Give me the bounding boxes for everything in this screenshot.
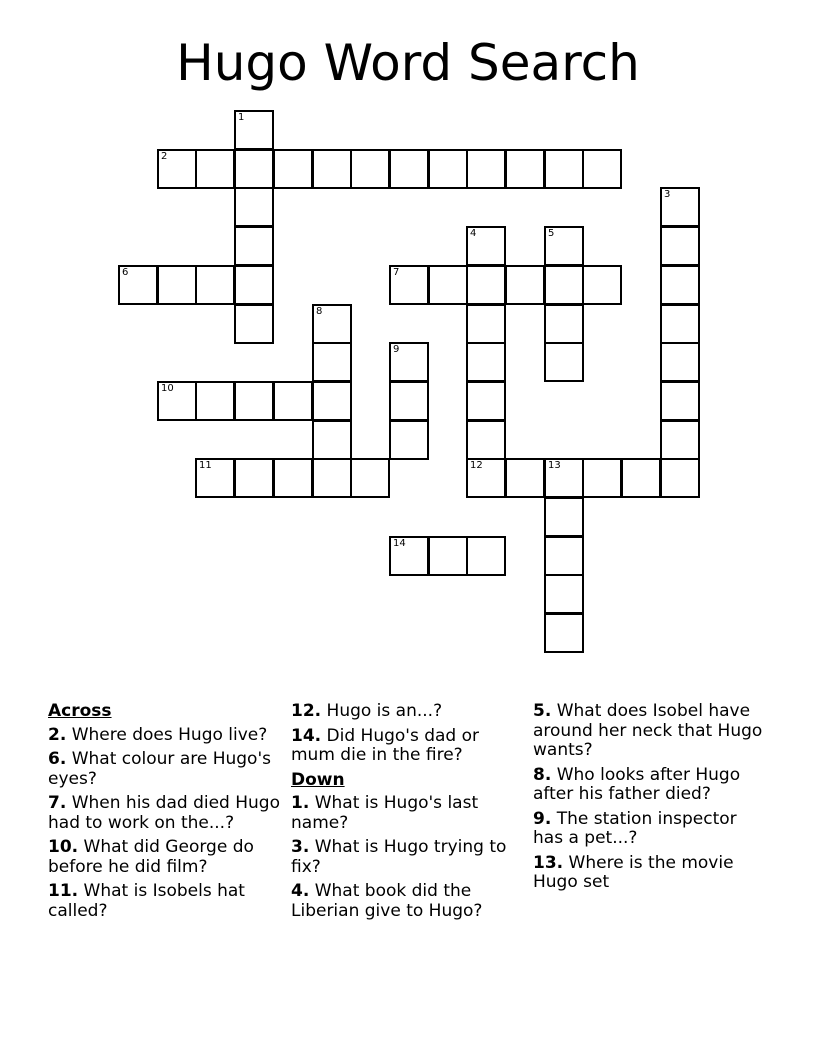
crossword-cell[interactable]	[389, 536, 429, 576]
clue-number: 11	[199, 460, 212, 471]
crossword-cell[interactable]	[582, 458, 622, 498]
crossword-cell[interactable]	[466, 458, 506, 498]
crossword-cell[interactable]	[118, 265, 158, 305]
clues-column-1	[48, 702, 280, 926]
crossword-cell[interactable]	[195, 149, 235, 189]
clue-down-9: 9. The station inspector has a pet...?	[533, 808, 737, 848]
crossword-cell[interactable]	[544, 458, 584, 498]
crossword-cell[interactable]	[234, 110, 274, 150]
across-heading: Across	[48, 701, 112, 721]
crossword-cell[interactable]	[544, 265, 584, 305]
clue-number: 1	[238, 112, 245, 123]
crossword-cell[interactable]	[505, 149, 545, 189]
crossword-cell[interactable]	[234, 149, 274, 189]
crossword-cell[interactable]	[544, 342, 584, 382]
crossword-cell[interactable]	[660, 458, 700, 498]
crossword-cell[interactable]	[312, 149, 352, 189]
crossword-cell[interactable]	[660, 304, 700, 344]
crossword-cell[interactable]	[312, 342, 352, 382]
crossword-cell[interactable]	[582, 149, 622, 189]
crossword-cell[interactable]	[312, 381, 352, 421]
crossword-cell[interactable]	[312, 420, 352, 460]
crossword-cell[interactable]	[466, 381, 506, 421]
clue-down-4: 4. What book did the Liberian give to Hugo?	[291, 881, 483, 921]
crossword-cell[interactable]	[544, 304, 584, 344]
clue-number: 5	[548, 228, 555, 239]
clue-number: 14	[393, 538, 406, 549]
crossword-cell[interactable]	[350, 149, 390, 189]
crossword-cell[interactable]	[582, 265, 622, 305]
page-title: Hugo Word Search	[176, 34, 640, 92]
crossword-cell[interactable]	[234, 458, 274, 498]
clue-number: 10	[161, 383, 174, 394]
clues-column-2	[291, 702, 523, 926]
crossword-cell[interactable]	[157, 149, 197, 189]
crossword-cell[interactable]	[466, 420, 506, 460]
crossword-cell[interactable]	[621, 458, 661, 498]
crossword-cell[interactable]	[312, 458, 352, 498]
crossword-cell[interactable]	[466, 149, 506, 189]
crossword-cell[interactable]	[660, 420, 700, 460]
clue-number: 6	[122, 267, 129, 278]
crossword-cell[interactable]	[195, 265, 235, 305]
clue-down-5: 5. What does Isobel have around her neck that Hugo wants?	[533, 701, 763, 760]
clue-number: 4	[470, 228, 477, 239]
crossword-cell[interactable]	[466, 342, 506, 382]
crossword-cell[interactable]	[660, 381, 700, 421]
crossword-cell[interactable]	[389, 265, 429, 305]
crossword-cell[interactable]	[389, 420, 429, 460]
clue-number: 7	[393, 267, 400, 278]
clue-down-8: 8. Who looks after Hugo after his father died?	[533, 764, 741, 804]
crossword-cell[interactable]	[660, 187, 700, 227]
clue-number: 9	[393, 344, 400, 355]
crossword-cell[interactable]	[389, 149, 429, 189]
crossword-cell[interactable]	[505, 458, 545, 498]
clue-number: 13	[548, 460, 561, 471]
clue-down-13: 13. Where is the movie Hugo set	[533, 852, 734, 892]
crossword-cell[interactable]	[195, 458, 235, 498]
crossword-cell[interactable]	[157, 265, 197, 305]
clue-number: 8	[316, 306, 323, 317]
clue-number: 2	[161, 151, 168, 162]
down-heading: Down	[291, 769, 345, 790]
crossword-cell[interactable]	[273, 381, 313, 421]
clue-across-11: 11. What is Isobels hat called?	[48, 881, 245, 921]
crossword-cell[interactable]	[466, 265, 506, 305]
clue-across-2: 2. Where does Hugo live?	[48, 724, 268, 745]
clue-across-10: 10. What did George do before he did film?	[48, 837, 254, 877]
clue-number: 3	[664, 189, 671, 200]
crossword-cell[interactable]	[428, 149, 468, 189]
clues-column-3	[533, 702, 765, 898]
crossword-cell[interactable]	[660, 342, 700, 382]
crossword-cell[interactable]	[505, 265, 545, 305]
crossword-cell[interactable]	[234, 187, 274, 227]
clue-across-7: 7. When his dad died Hugo had to work on the...?	[48, 793, 281, 833]
crossword-cell[interactable]	[273, 149, 313, 189]
crossword-cell[interactable]	[234, 304, 274, 344]
clue-across-6: 6. What colour are Hugo's eyes?	[48, 749, 271, 789]
crossword-cell[interactable]	[157, 381, 197, 421]
clue-number: 12	[470, 460, 483, 471]
crossword-cell[interactable]	[544, 613, 584, 653]
clue-across-14: 14. Did Hugo's dad or mum die in the fire?	[291, 725, 480, 765]
clue-down-1: 1. What is Hugo's last name?	[291, 793, 479, 833]
clue-down-3: 3. What is Hugo trying to fix?	[291, 837, 507, 877]
crossword-cell[interactable]	[544, 226, 584, 266]
crossword-cell[interactable]	[389, 342, 429, 382]
crossword-cell[interactable]	[350, 458, 390, 498]
crossword-cell[interactable]	[389, 381, 429, 421]
crossword-cell[interactable]	[234, 265, 274, 305]
crossword-cell[interactable]	[312, 304, 352, 344]
crossword-cell[interactable]	[428, 265, 468, 305]
crossword-cell[interactable]	[660, 265, 700, 305]
crossword-cell[interactable]	[273, 458, 313, 498]
crossword-cell[interactable]	[428, 536, 468, 576]
crossword-cell[interactable]	[660, 226, 700, 266]
crossword-cell[interactable]	[544, 574, 584, 614]
crossword-cell[interactable]	[466, 226, 506, 266]
crossword-cell[interactable]	[195, 381, 235, 421]
crossword-cell[interactable]	[544, 497, 584, 537]
crossword-cell[interactable]	[466, 536, 506, 576]
clue-across-12: 12. Hugo is an...?	[291, 701, 443, 721]
crossword-cell[interactable]	[544, 536, 584, 576]
crossword-cell[interactable]	[544, 149, 584, 189]
crossword-cell[interactable]	[234, 381, 274, 421]
crossword-cell[interactable]	[466, 304, 506, 344]
crossword-cell[interactable]	[234, 226, 274, 266]
